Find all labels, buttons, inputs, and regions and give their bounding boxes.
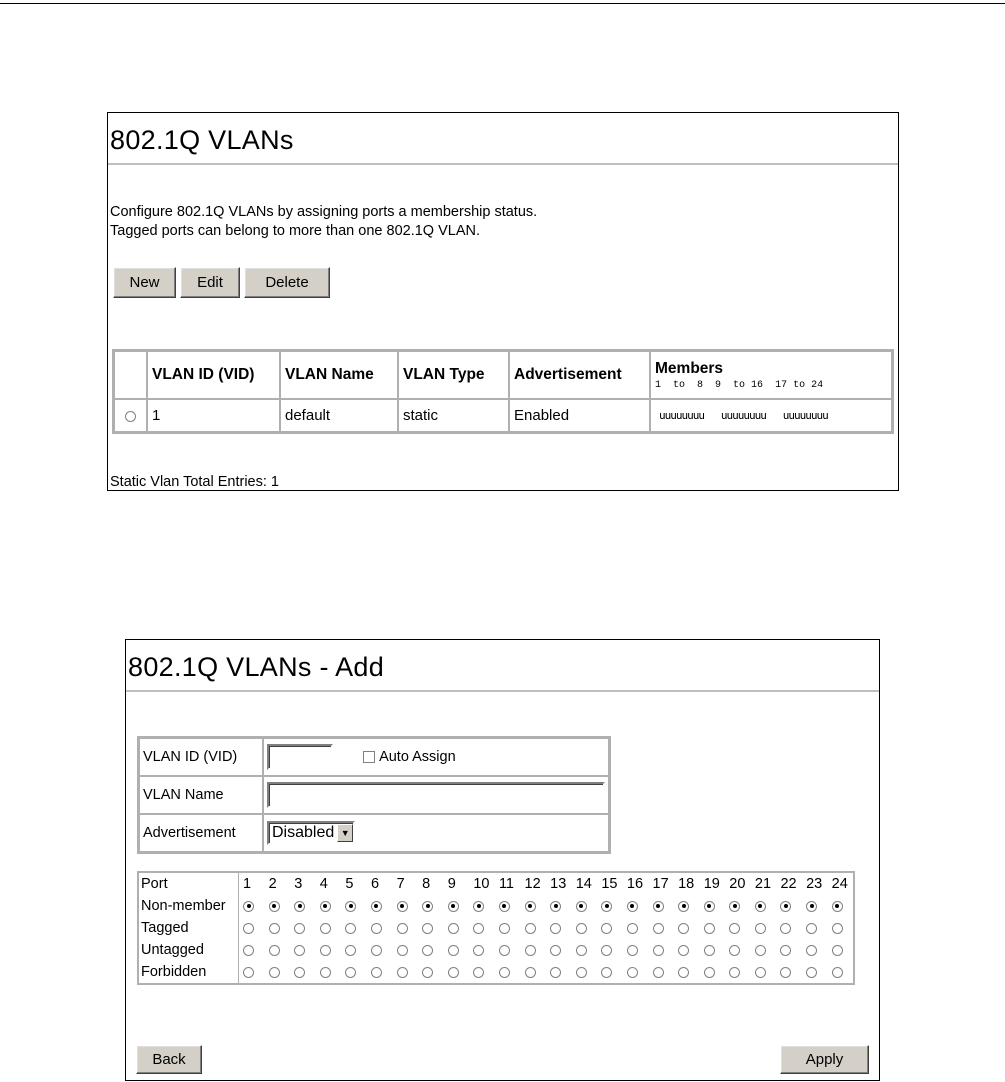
port-number: 23 <box>806 876 823 892</box>
port-status-radio[interactable] <box>397 945 408 956</box>
advertisement-cell: Enabled <box>509 399 650 432</box>
port-status-cell <box>239 939 265 961</box>
port-membership-table <box>137 871 855 985</box>
select-column-header <box>114 351 147 399</box>
new-button[interactable]: New <box>113 267 176 298</box>
port-status-cell <box>495 939 521 961</box>
port-status-radio[interactable] <box>780 923 791 934</box>
status-row-non-member <box>139 895 853 917</box>
row-select-radio[interactable] <box>125 411 136 422</box>
port-status-radio[interactable] <box>499 923 510 934</box>
port-status-cell <box>674 961 700 983</box>
port-status-radio[interactable] <box>780 945 791 956</box>
port-status-cell <box>341 895 367 917</box>
port-status-cell <box>725 917 751 939</box>
port-number: 1 <box>243 876 252 892</box>
port-status-radio[interactable] <box>653 967 664 978</box>
port-status-radio[interactable] <box>601 967 612 978</box>
port-status-cell <box>393 917 419 939</box>
name-column-header: VLAN Name <box>280 351 398 399</box>
port-status-cell <box>239 917 265 939</box>
auto-assign-checkbox[interactable] <box>363 751 375 763</box>
port-status-cell <box>393 939 419 961</box>
status-label: Forbidden <box>139 961 239 983</box>
port-status-radio[interactable] <box>422 967 433 978</box>
vid-column-header: VLAN ID (VID) <box>147 351 280 399</box>
port-status-cell <box>444 939 470 961</box>
description-line-1: Configure 802.1Q VLANs by assigning ports a membership status. <box>110 204 538 220</box>
port-status-cell <box>521 961 547 983</box>
port-status-radio[interactable] <box>576 967 587 978</box>
port-status-cell <box>828 917 854 939</box>
port-number: 10 <box>473 876 490 892</box>
port-status-radio[interactable] <box>448 901 459 912</box>
port-status-radio[interactable] <box>627 923 638 934</box>
port-status-cell <box>469 961 495 983</box>
port-number: 21 <box>754 876 772 892</box>
port-number: 4 <box>319 876 328 892</box>
edit-button[interactable]: Edit <box>180 267 240 298</box>
port-status-radio[interactable] <box>422 923 433 934</box>
port-status-radio[interactable] <box>371 901 382 912</box>
vid-cell: 1 <box>147 399 280 432</box>
port-status-cell <box>469 939 495 961</box>
port-status-cell <box>444 917 470 939</box>
table-row <box>114 399 892 432</box>
port-status-radio[interactable] <box>473 967 484 978</box>
port-number: 9 <box>447 876 456 892</box>
advertisement-label: Advertisement <box>139 814 263 852</box>
port-status-radio[interactable] <box>755 945 766 956</box>
port-status-radio[interactable] <box>653 923 664 934</box>
port-number: 12 <box>524 876 541 892</box>
members-range-2: 9 to 16 <box>715 379 764 391</box>
port-status-radio[interactable] <box>704 923 715 934</box>
page-top-rule <box>0 3 1005 4</box>
status-row-untagged <box>139 939 853 961</box>
port-status-cell <box>418 917 444 939</box>
port-number: 17 <box>652 876 669 892</box>
port-status-radio[interactable] <box>243 901 254 912</box>
port-status-cell <box>776 895 802 917</box>
advertisement-select[interactable] <box>267 821 355 845</box>
port-status-cell <box>495 961 521 983</box>
port-status-cell <box>623 961 649 983</box>
port-status-radio[interactable] <box>525 967 536 978</box>
port-status-radio[interactable] <box>576 945 587 956</box>
port-number: 14 <box>575 876 592 892</box>
port-status-radio[interactable] <box>345 923 356 934</box>
port-status-radio[interactable] <box>448 945 459 956</box>
port-status-cell <box>700 939 726 961</box>
port-status-cell <box>418 895 444 917</box>
port-status-cell <box>367 895 393 917</box>
add-page-title: 802.1Q VLANs - Add <box>126 640 879 692</box>
row-select-cell <box>114 399 147 432</box>
members-ranges <box>655 380 889 391</box>
port-status-radio[interactable] <box>269 945 280 956</box>
port-status-cell <box>444 961 470 983</box>
port-status-radio[interactable] <box>371 945 382 956</box>
port-status-cell <box>316 917 342 939</box>
delete-button[interactable]: Delete <box>244 267 330 298</box>
port-status-radio[interactable] <box>627 901 638 912</box>
vlan-name-label: VLAN Name <box>139 776 263 814</box>
port-status-cell <box>700 917 726 939</box>
port-status-radio[interactable] <box>678 945 689 956</box>
port-status-radio[interactable] <box>550 923 561 934</box>
port-status-cell <box>290 939 316 961</box>
name-cell: default <box>280 399 398 432</box>
port-status-radio[interactable] <box>243 945 254 956</box>
port-status-radio[interactable] <box>729 945 740 956</box>
port-number: 3 <box>294 876 303 892</box>
port-status-cell <box>597 895 623 917</box>
port-status-cell <box>725 939 751 961</box>
port-status-cell <box>393 961 419 983</box>
port-status-cell <box>546 895 572 917</box>
port-status-cell <box>649 895 675 917</box>
status-label: Untagged <box>139 939 239 961</box>
port-status-cell <box>290 917 316 939</box>
auto-assign-label: Auto Assign <box>379 748 456 765</box>
port-status-cell <box>649 961 675 983</box>
port-status-cell <box>495 917 521 939</box>
member-ports-icon: uuuuuuuu <box>782 409 828 422</box>
vlan-table <box>112 349 894 434</box>
port-status-cell <box>623 939 649 961</box>
port-number: 6 <box>370 876 380 892</box>
port-status-cell <box>316 961 342 983</box>
port-status-cell <box>649 939 675 961</box>
port-status-radio[interactable] <box>601 923 612 934</box>
port-status-cell <box>597 961 623 983</box>
port-status-radio[interactable] <box>345 901 356 912</box>
vlan-form-table <box>137 736 611 854</box>
port-status-radio[interactable] <box>397 923 408 934</box>
port-number: 22 <box>780 876 797 892</box>
port-status-radio[interactable] <box>371 923 382 934</box>
port-status-cell <box>316 939 342 961</box>
port-number: 15 <box>601 876 618 892</box>
vlan-name-row <box>139 776 609 814</box>
port-status-radio[interactable] <box>320 945 331 956</box>
port-status-cell <box>828 961 854 983</box>
port-status-radio[interactable] <box>601 901 612 912</box>
port-number: 7 <box>396 876 405 892</box>
port-status-radio[interactable] <box>806 923 817 934</box>
port-status-radio[interactable] <box>627 945 638 956</box>
port-status-radio[interactable] <box>755 901 766 912</box>
page-title: 802.1Q VLANs <box>108 113 898 165</box>
port-status-cell <box>367 917 393 939</box>
port-status-cell <box>265 961 291 983</box>
port-status-radio[interactable] <box>294 967 305 978</box>
port-status-cell <box>649 917 675 939</box>
port-label: Port <box>139 873 239 895</box>
port-status-radio[interactable] <box>755 967 766 978</box>
port-status-cell <box>674 917 700 939</box>
port-status-cell <box>393 895 419 917</box>
port-status-radio[interactable] <box>499 967 510 978</box>
port-status-radio[interactable] <box>550 945 561 956</box>
port-status-radio[interactable] <box>422 945 433 956</box>
vlan-list-panel <box>107 112 899 491</box>
vid-input[interactable] <box>267 744 333 770</box>
total-entries: Static Vlan Total Entries: 1 <box>110 474 279 490</box>
port-status-radio[interactable] <box>269 923 280 934</box>
port-number: 20 <box>729 876 746 892</box>
description-line-2: Tagged ports can belong to more than one 802.1Q VLAN. <box>110 223 480 239</box>
port-status-radio[interactable] <box>832 901 843 912</box>
port-status-cell <box>776 917 802 939</box>
port-status-cell <box>469 917 495 939</box>
port-status-cell <box>725 895 751 917</box>
port-status-cell <box>700 961 726 983</box>
members-label: Members <box>655 359 724 377</box>
port-status-radio[interactable] <box>550 967 561 978</box>
port-status-radio[interactable] <box>627 967 638 978</box>
port-status-cell <box>572 939 598 961</box>
port-number: 2 <box>268 876 277 892</box>
vid-field-cell <box>263 738 609 776</box>
port-status-radio[interactable] <box>832 923 843 934</box>
port-status-cell <box>367 939 393 961</box>
port-status-cell <box>521 939 547 961</box>
port-status-cell <box>290 961 316 983</box>
port-status-cell <box>341 961 367 983</box>
description <box>110 203 537 241</box>
port-status-cell <box>802 961 828 983</box>
port-status-cell <box>751 895 777 917</box>
port-status-radio[interactable] <box>678 967 689 978</box>
port-status-cell <box>341 939 367 961</box>
port-status-cell <box>572 961 598 983</box>
vlan-name-input[interactable] <box>267 782 605 808</box>
port-status-cell <box>521 917 547 939</box>
member-ports-icon: uuuuuuuu <box>720 409 766 422</box>
vid-row <box>139 738 609 776</box>
port-status-radio[interactable] <box>320 967 331 978</box>
port-status-cell <box>265 917 291 939</box>
port-status-radio[interactable] <box>294 923 305 934</box>
port-number: 19 <box>703 876 720 892</box>
port-status-cell <box>265 895 291 917</box>
port-status-cell <box>776 961 802 983</box>
port-status-radio[interactable] <box>345 967 356 978</box>
port-status-radio[interactable] <box>806 945 817 956</box>
port-status-cell <box>239 895 265 917</box>
vid-label: VLAN ID (VID) <box>139 738 263 776</box>
port-status-cell <box>418 939 444 961</box>
port-status-cell <box>623 895 649 917</box>
type-column-header: VLAN Type <box>398 351 509 399</box>
port-number: 13 <box>550 876 567 892</box>
port-status-radio[interactable] <box>269 967 280 978</box>
port-status-radio[interactable] <box>653 901 664 912</box>
port-number: 11 <box>498 876 514 892</box>
port-status-cell <box>521 895 547 917</box>
back-button[interactable]: Back <box>136 1045 202 1074</box>
port-status-cell <box>572 917 598 939</box>
port-status-cell <box>546 917 572 939</box>
port-status-radio[interactable] <box>729 967 740 978</box>
advertisement-value: Disabled <box>272 824 335 841</box>
port-status-cell <box>802 895 828 917</box>
port-status-radio[interactable] <box>678 901 689 912</box>
port-status-cell <box>495 895 521 917</box>
port-status-radio[interactable] <box>653 945 664 956</box>
port-status-radio[interactable] <box>806 967 817 978</box>
port-number: 5 <box>345 876 354 892</box>
port-status-radio[interactable] <box>371 967 382 978</box>
port-status-radio[interactable] <box>832 945 843 956</box>
port-status-cell <box>828 895 854 917</box>
port-status-cell <box>623 917 649 939</box>
port-status-radio[interactable] <box>448 967 459 978</box>
port-number: 24 <box>831 876 848 892</box>
port-status-radio[interactable] <box>550 901 561 912</box>
port-status-radio[interactable] <box>499 945 510 956</box>
port-status-cell <box>572 895 598 917</box>
advertisement-field-cell <box>263 814 609 852</box>
port-status-cell <box>469 895 495 917</box>
port-status-radio[interactable] <box>320 901 331 912</box>
vlan-add-panel <box>125 639 880 1081</box>
status-row-forbidden <box>139 961 853 983</box>
port-status-cell <box>418 961 444 983</box>
port-status-cell <box>316 895 342 917</box>
port-status-cell <box>751 917 777 939</box>
vlan-name-field-cell <box>263 776 609 814</box>
port-status-cell <box>725 961 751 983</box>
port-status-cell <box>239 961 265 983</box>
port-status-radio[interactable] <box>525 901 536 912</box>
port-status-radio[interactable] <box>294 945 305 956</box>
port-status-radio[interactable] <box>345 945 356 956</box>
members-column-header <box>650 351 892 399</box>
status-label: Non-member <box>139 895 239 917</box>
port-number: 16 <box>626 876 644 892</box>
port-status-radio[interactable] <box>243 923 254 934</box>
port-number: 8 <box>422 876 431 892</box>
port-status-radio[interactable] <box>704 901 715 912</box>
port-status-cell <box>265 939 291 961</box>
port-status-cell <box>751 961 777 983</box>
port-status-radio[interactable] <box>294 901 305 912</box>
port-status-cell <box>674 895 700 917</box>
port-status-radio[interactable] <box>397 967 408 978</box>
port-status-radio[interactable] <box>704 945 715 956</box>
port-number: 18 <box>678 876 695 892</box>
port-status-radio[interactable] <box>704 967 715 978</box>
port-status-radio[interactable] <box>525 923 536 934</box>
apply-button[interactable]: Apply <box>780 1045 869 1074</box>
table-header-row <box>114 351 892 399</box>
port-status-cell <box>802 917 828 939</box>
port-status-radio[interactable] <box>422 901 433 912</box>
status-label: Tagged <box>139 917 239 939</box>
port-number-row <box>139 873 853 895</box>
port-status-radio[interactable] <box>576 901 587 912</box>
port-status-cell <box>674 939 700 961</box>
port-status-radio[interactable] <box>832 967 843 978</box>
port-status-cell <box>444 895 470 917</box>
port-status-radio[interactable] <box>499 901 510 912</box>
members-range-3: 17 to 24 <box>775 379 824 391</box>
port-status-radio[interactable] <box>780 967 791 978</box>
port-status-radio[interactable] <box>806 901 817 912</box>
port-status-radio[interactable] <box>525 945 536 956</box>
port-status-radio[interactable] <box>755 923 766 934</box>
port-status-cell <box>828 939 854 961</box>
port-status-cell <box>597 917 623 939</box>
port-status-cell <box>802 939 828 961</box>
port-status-radio[interactable] <box>729 923 740 934</box>
port-status-radio[interactable] <box>678 923 689 934</box>
port-status-cell <box>700 895 726 917</box>
type-cell: static <box>398 399 509 432</box>
member-ports-icon: uuuuuuuu <box>659 409 704 422</box>
port-status-radio[interactable] <box>729 901 740 912</box>
port-status-radio[interactable] <box>448 923 459 934</box>
members-range-1: 1 to 8 <box>655 379 704 391</box>
port-status-radio[interactable] <box>473 901 484 912</box>
port-status-radio[interactable] <box>601 945 612 956</box>
port-status-cell <box>776 939 802 961</box>
advertisement-column-header: Advertisement <box>509 351 650 399</box>
status-row-tagged <box>139 917 853 939</box>
port-status-cell <box>290 895 316 917</box>
port-status-radio[interactable] <box>473 945 484 956</box>
port-status-cell <box>751 939 777 961</box>
port-status-radio[interactable] <box>320 923 331 934</box>
members-cell <box>650 399 892 432</box>
port-status-radio[interactable] <box>473 923 484 934</box>
port-status-cell <box>546 961 572 983</box>
chevron-down-icon[interactable]: ▼ <box>337 824 353 842</box>
port-status-radio[interactable] <box>780 901 791 912</box>
port-status-radio[interactable] <box>576 923 587 934</box>
port-status-cell <box>341 917 367 939</box>
port-status-radio[interactable] <box>243 967 254 978</box>
port-status-radio[interactable] <box>269 901 280 912</box>
advertisement-row <box>139 814 609 852</box>
port-status-radio[interactable] <box>397 901 408 912</box>
port-status-cell <box>367 961 393 983</box>
port-status-cell <box>597 939 623 961</box>
port-status-cell <box>546 939 572 961</box>
